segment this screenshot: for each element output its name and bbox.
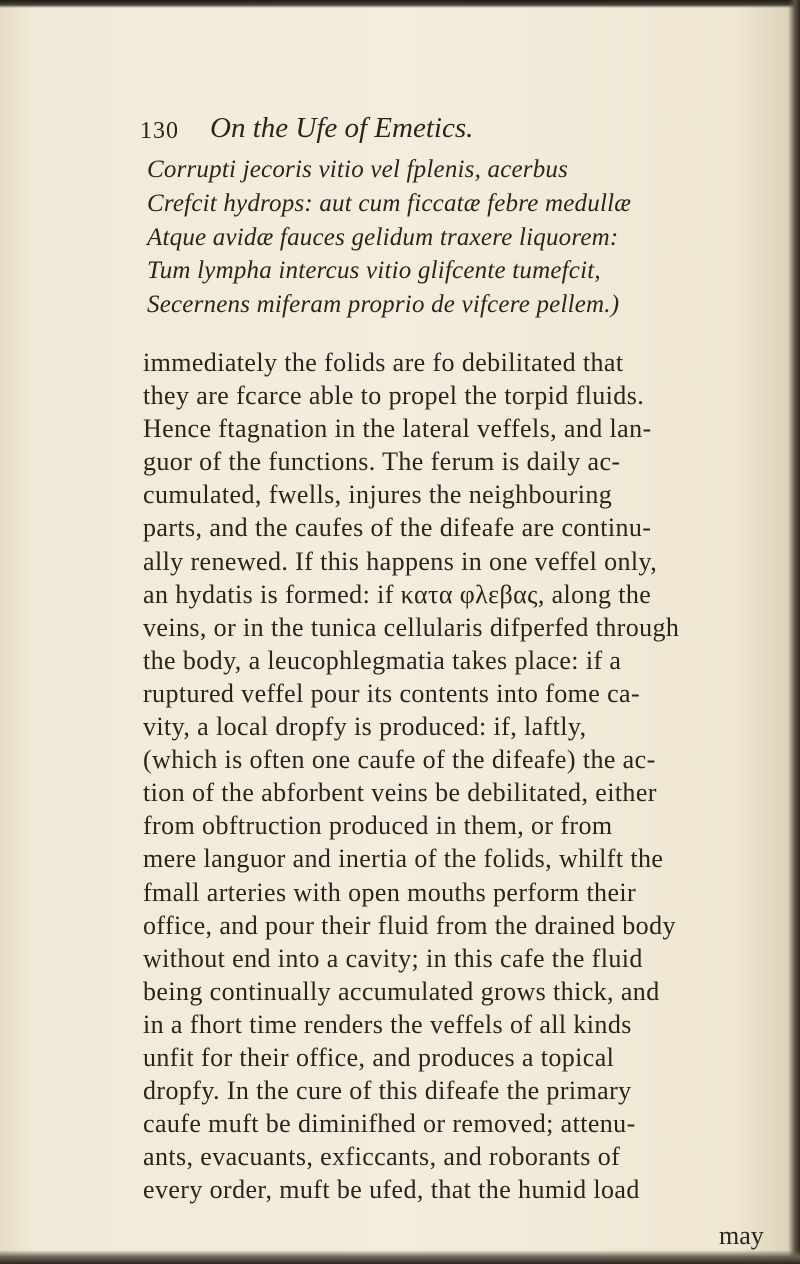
text-line: immediately the folids are fo debilitated that bbox=[143, 348, 624, 377]
page-right-shadow bbox=[788, 0, 800, 1264]
text-line: in a fhort time renders the veffels of all kinds bbox=[143, 1009, 632, 1039]
text-line: ants, evacuants, exficcants, and roborants of bbox=[143, 1142, 621, 1172]
verse-line: Crefcit hydrops: aut cum ficcatæ febre medullæ bbox=[147, 189, 632, 217]
latin-verse-quotation bbox=[147, 153, 727, 322]
body-paragraph bbox=[143, 346, 763, 1206]
text-line: they are fcarce able to propel the torpid fluids. bbox=[143, 381, 645, 411]
running-title: On the Ufe of Emetics. bbox=[210, 112, 474, 144]
text-line: dropfy. In the cure of this difeafe the primary bbox=[143, 1076, 632, 1106]
text-line: (which is often one caufe of the difeafe) the ac- bbox=[143, 745, 656, 775]
verse-line: Atque avidæ fauces gelidum traxere liquorem: bbox=[147, 223, 619, 251]
text-line: an hydatis is formed: if κατα φλεβας, along the bbox=[143, 579, 652, 609]
text-line: ruptured veffel pour its contents into fome ca- bbox=[143, 678, 641, 708]
catchword: may bbox=[719, 1221, 764, 1250]
verse-line: Secernens miferam proprio de vifcere pellem.) bbox=[147, 291, 620, 319]
text-line: being continually accumulated grows thick, and bbox=[143, 976, 660, 1006]
running-head bbox=[140, 112, 700, 146]
text-line: cumulated, fwells, injures the neighbouring bbox=[143, 480, 613, 510]
text-line: unfit for their office, and produces a topical bbox=[143, 1042, 615, 1072]
text-line: parts, and the caufes of the difeafe are continu- bbox=[143, 513, 652, 543]
text-line: Hence ftagnation in the lateral veffels, and lan- bbox=[143, 414, 652, 444]
verse-line: Corrupti jecoris vitio vel fplenis, acerbus bbox=[147, 156, 569, 183]
text-line: tion of the abforbent veins be debilitated, either bbox=[143, 778, 657, 808]
text-line: guor of the functions. The ferum is daily ac- bbox=[143, 447, 621, 477]
page-number: 130 bbox=[140, 118, 179, 144]
text-line: from obftruction produced in them, or from bbox=[143, 811, 613, 841]
text-line: vity, a local dropfy is produced: if, laftly, bbox=[143, 712, 587, 742]
text-line: the body, a leucophlegmatia takes place: if a bbox=[143, 645, 622, 675]
text-line: fmall arteries with open mouths perform their bbox=[143, 877, 637, 907]
verse-line: Tum lympha intercus vitio glifcente tumefcit, bbox=[147, 257, 601, 285]
page-bottom-shadow bbox=[0, 1250, 800, 1264]
text-line: veins, or in the tunica cellularis difperfed through bbox=[143, 612, 680, 642]
text-line: office, and pour their fluid from the drained body bbox=[143, 910, 676, 940]
page-top-shadow bbox=[0, 0, 800, 8]
text-line: ally renewed. If this happens in one veffel only, bbox=[143, 546, 658, 576]
text-line: mere languor and inertia of the folids, whilft the bbox=[143, 844, 664, 874]
text-line: without end into a cavity; in this cafe the fluid bbox=[143, 943, 643, 973]
text-line: every order, muft be ufed, that the humid load bbox=[143, 1175, 640, 1205]
text-line: caufe muft be diminifhed or removed; attenu- bbox=[143, 1109, 636, 1139]
